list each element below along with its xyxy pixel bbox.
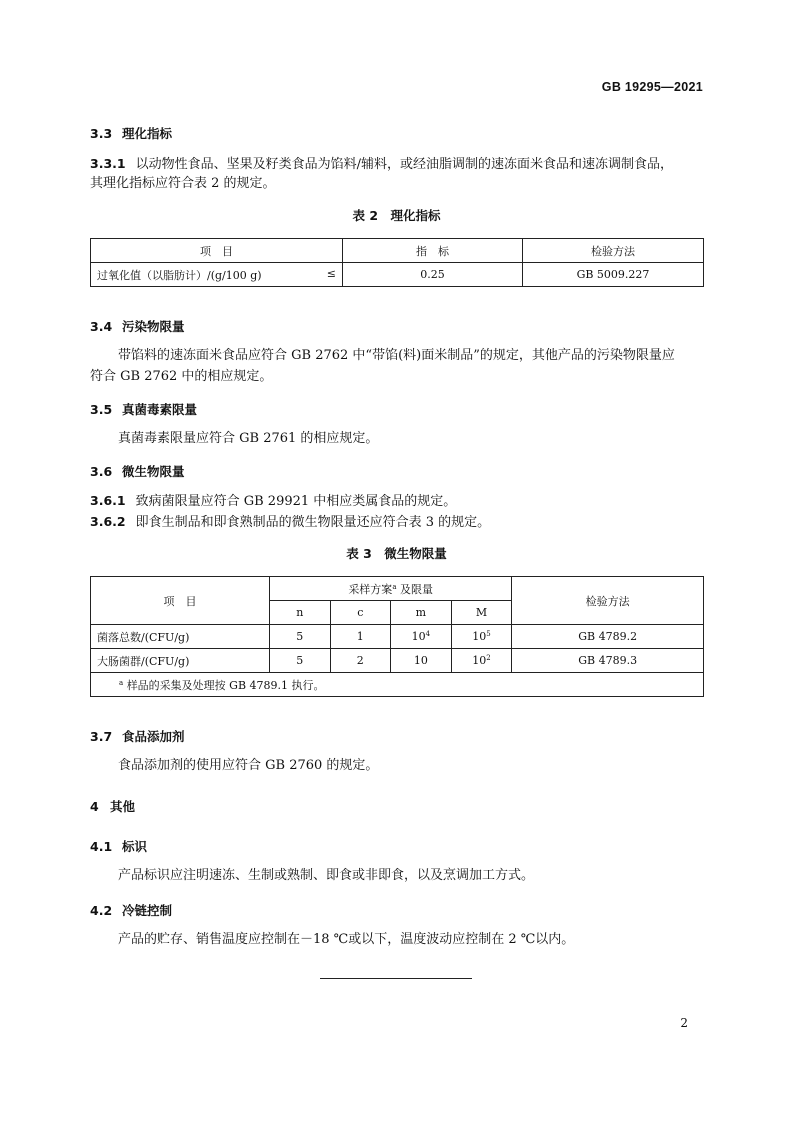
row-m: 10 — [391, 649, 452, 673]
paragraph-3-4-line2: 符合 GB 2762 中的相应规定。 — [90, 369, 273, 384]
table-row — [91, 649, 704, 673]
row-c: 2 — [330, 649, 391, 673]
clause-text-line2: 其理化指标应符合表 2 的规定。 — [90, 176, 276, 191]
header-c: c — [330, 601, 391, 625]
row-value: 0.25 — [343, 263, 523, 287]
header-m: m — [391, 601, 452, 625]
row-M: $10^5$ — [451, 625, 512, 649]
heading-3-6: 3.6 微生物限量 — [90, 464, 185, 479]
row-item: 菌落总数/(CFU/g) — [91, 625, 270, 649]
table-header-row — [91, 239, 704, 263]
clause-number: 3.3.1 — [90, 156, 126, 171]
heading-3-7: 3.7 食品添加剂 — [90, 729, 185, 744]
table2-caption: 表 2 理化指标 — [352, 208, 441, 223]
header-M: M — [451, 601, 512, 625]
end-rule — [320, 978, 472, 979]
header-method: 检验方法 — [512, 577, 704, 625]
table-row — [91, 263, 704, 287]
heading-4: 4 其他 — [90, 799, 136, 814]
standard-number: GB 19295—2021 — [601, 80, 703, 94]
header-method: 检验方法 — [523, 239, 704, 263]
heading-3-5: 3.5 真菌毒素限量 — [90, 402, 198, 417]
table3 — [90, 576, 704, 697]
clause-text-line1: 以动物性食品、坚果及籽类食品为馅料/辅料，或经油脂调制的速冻面米食品和速冻调制食品， — [135, 157, 673, 172]
header-n: n — [270, 601, 331, 625]
clause-3-3-1 — [90, 154, 673, 175]
paragraph-3-4-line1: 带馅料的速冻面米食品应符合 GB 2762 中“带馅(料)面米制品”的规定，其他产品的污染物限量应 — [118, 348, 675, 363]
row-item: 过氧化值（以脂肪计）/(g/100 g) ≤ — [91, 263, 343, 287]
table-header-row — [91, 577, 704, 601]
row-method: GB 5009.227 — [523, 263, 704, 287]
header-index: 指 标 — [343, 239, 523, 263]
row-c: 1 — [330, 625, 391, 649]
row-item: 大肠菌群/(CFU/g) — [91, 649, 270, 673]
header-item: 项 目 — [91, 577, 270, 625]
paragraph-3-5: 真菌毒素限量应符合 GB 2761 的相应规定。 — [118, 431, 379, 446]
row-n: 5 — [270, 649, 331, 673]
row-M: $10^2$ — [451, 649, 512, 673]
heading-4-2: 4.2 冷链控制 — [90, 903, 173, 918]
header-sampling-plan: 采样方案$^a$ 及限量 — [270, 577, 512, 601]
clause-3-6-2: 3.6.2 即食生制品和即食熟制品的微生物限量还应符合表 3 的规定。 — [90, 514, 491, 530]
row-method: GB 4789.2 — [512, 625, 704, 649]
operator-le: ≤ — [326, 266, 336, 280]
clause-3-6-1: 3.6.1 致病菌限量应符合 GB 29921 中相应类属食品的规定。 — [90, 493, 457, 509]
heading-3-4: 3.4 污染物限量 — [90, 319, 185, 334]
paragraph-4-1: 产品标识应注明速冻、生制或熟制、即食或非即食，以及烹调加工方式。 — [118, 868, 535, 883]
table-footnote: $^a$ 样品的采集及处理按 GB 4789.1 执行。 — [91, 673, 704, 697]
paragraph-4-2: 产品的贮存、销售温度应控制在－18 ℃或以下，温度波动应控制在 2 ℃以内。 — [118, 932, 575, 947]
table2 — [90, 238, 704, 287]
paragraph-3-7: 食品添加剂的使用应符合 GB 2760 的规定。 — [118, 758, 379, 773]
row-n: 5 — [270, 625, 331, 649]
row-m: $10^4$ — [391, 625, 452, 649]
table3-caption: 表 3 微生物限量 — [346, 546, 447, 561]
row-method: GB 4789.3 — [512, 649, 704, 673]
table-row — [91, 625, 704, 649]
page-number: 2 — [680, 1016, 688, 1030]
heading-3-3: 3.3 理化指标 — [90, 126, 173, 141]
heading-4-1: 4.1 标识 — [90, 839, 148, 854]
header-item: 项 目 — [91, 239, 343, 263]
table-footnote-row — [91, 673, 704, 697]
